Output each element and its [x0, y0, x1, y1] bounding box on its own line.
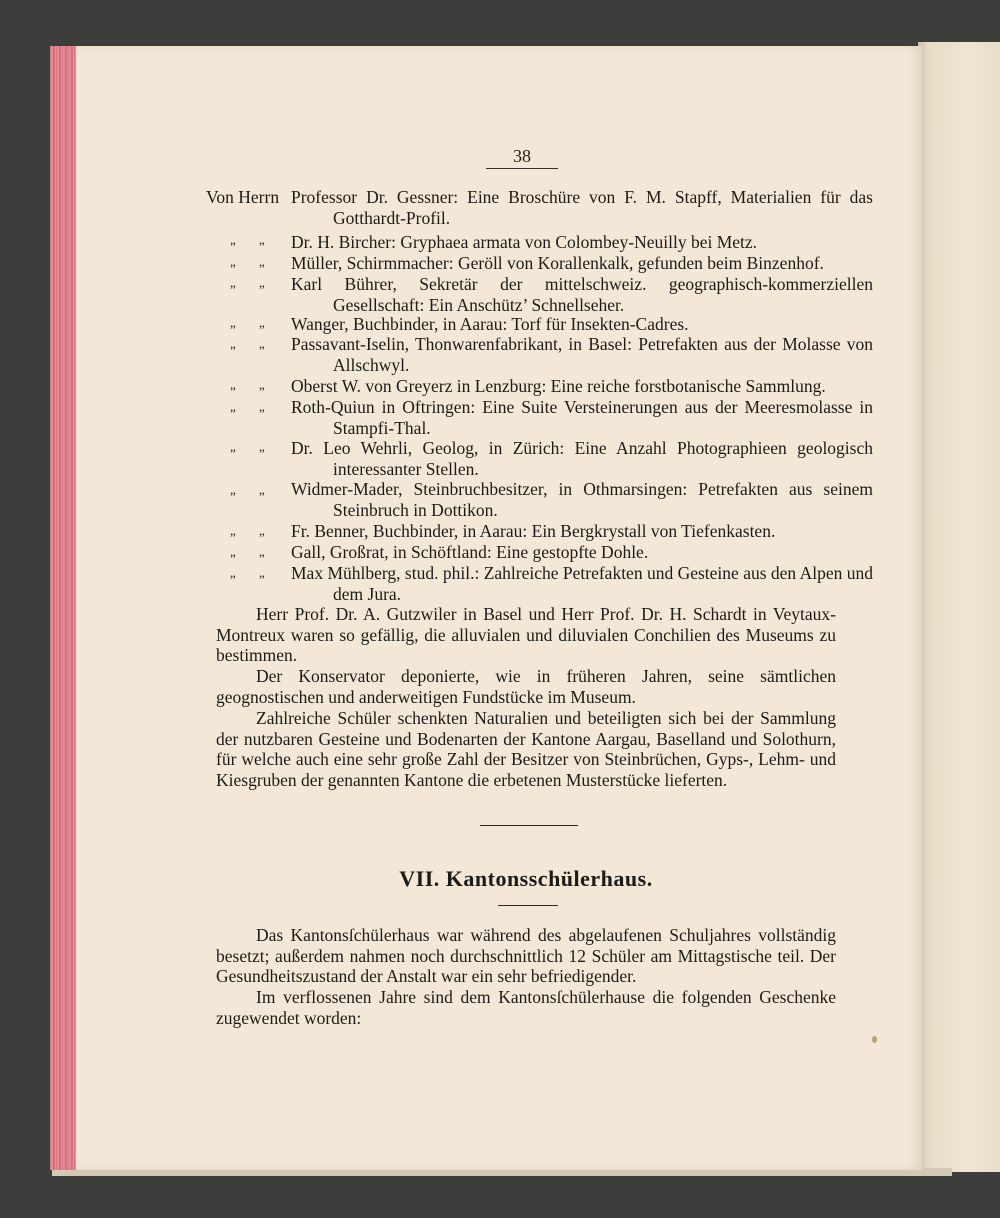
section-heading: VII. Kantonsschülerhaus.	[399, 866, 653, 891]
ditto-mark: ”	[230, 572, 236, 587]
ditto-mark: ”	[259, 282, 265, 297]
heading-underline-rule	[498, 905, 558, 906]
ditto-mark: ”	[230, 322, 236, 337]
donation-entry: Oberst W. von Greyerz in Lenzburg: Eine reiche forstbotanische Sammlung.	[291, 376, 826, 396]
ditto-mark: ”	[259, 572, 265, 587]
donation-entry: Fr. Benner, Buchbinder, in Aarau: Ein Bergkrystall von Tiefenkasten.	[291, 521, 776, 541]
facing-page-edge	[918, 42, 1000, 1172]
ditto-mark: ”	[230, 384, 236, 399]
ditto-mark: ”	[230, 239, 236, 254]
donor-prefix: Von Herrn	[206, 187, 280, 207]
ditto-mark: ”	[230, 551, 236, 566]
ditto-mark: ”	[230, 406, 236, 421]
ditto-mark: ”	[230, 282, 236, 297]
donation-entry: Wanger, Buchbinder, in Aarau: Torf für Insekten-Cadres.	[291, 314, 689, 334]
ditto-mark: ”	[230, 530, 236, 545]
ditto-mark: ”	[259, 551, 265, 566]
donation-entry: Dr. H. Bircher: Gryphaea armata von Colombey-Neuilly bei Metz.	[291, 232, 758, 252]
ditto-mark: ”	[259, 239, 265, 254]
donation-entry: Widmer-Mader, Steinbruchbesitzer, in Othmarsingen: Petrefakten aus seinem Steinbruch in Dottikon.	[291, 479, 873, 520]
body-paragraph: Der Konservator deponierte, wie in früheren Jahren, seine sämtlichen geognostischen und anderweitigen Fundstücke im Museum.	[216, 666, 836, 707]
donation-entry: Karl Bührer, Sekretär der mittelschweiz. geographisch-kommerziellen Gesellschaft: Ein Anschütz’ Schnellseher.	[291, 274, 873, 315]
ditto-mark: ”	[259, 489, 265, 504]
red-page-edge	[50, 46, 76, 1170]
ditto-mark: ”	[230, 343, 236, 358]
ditto-mark: ”	[259, 530, 265, 545]
ditto-mark: ”	[259, 322, 265, 337]
page-number: 38	[486, 146, 558, 169]
donation-entry: Dr. Leo Wehrli, Geolog, in Zürich: Eine Anzahl Photographieen geologisch interessanter Stellen.	[291, 438, 873, 479]
donation-entry: Professor Dr. Gessner: Eine Broschüre von F. M. Stapff, Materialien für das Gotthardt-Profil.	[291, 187, 873, 228]
donation-entry: Müller, Schirmmacher: Geröll von Korallenkalk, gefunden beim Binzenhof.	[291, 253, 824, 273]
section-separator-rule	[480, 825, 578, 826]
ditto-mark: ”	[259, 406, 265, 421]
section-paragraph: Das Kantonsſchülerhaus war während des abgelaufenen Schuljahres vollständig besetzt; außerdem nahmen noch durchschnittlich 12 Schüler am Mittagstische teil. Der Gesundheitszustand der Anstalt war ein sehr befriedigender.	[216, 925, 836, 986]
paper-speck	[872, 1036, 877, 1043]
donation-entry: Roth-Quiun in Oftringen: Eine Suite Versteinerungen aus der Meeresmolasse in Stampfi-Thal.	[291, 397, 873, 438]
ditto-mark: ”	[230, 489, 236, 504]
ditto-mark: ”	[259, 343, 265, 358]
body-paragraph: Zahlreiche Schüler schenkten Naturalien und beteiligten sich bei der Sammlung der nutzbaren Gesteine und Bodenarten der Kantone Aargau, Baselland und Solothurn, für welche auch eine sehr große Zahl der Besitzer von Steinbrüchen, Gyps-, Lehm- und Kiesgruben der genannten Kantone die erbetenen Musterstücke lieferten.	[216, 708, 836, 790]
ditto-mark: ”	[259, 384, 265, 399]
ditto-mark: ”	[230, 261, 236, 276]
ditto-mark: ”	[259, 261, 265, 276]
ditto-mark: ”	[230, 446, 236, 461]
body-paragraph: Herr Prof. Dr. A. Gutzwiler in Basel und Herr Prof. Dr. H. Schardt in Veytaux-Montreux waren so gefällig, die alluvialen und diluvialen Conchilien des Museums zu bestimmen.	[216, 604, 836, 665]
ditto-mark: ”	[259, 446, 265, 461]
donation-entry: Max Mühlberg, stud. phil.: Zahlreiche Petrefakten und Gesteine aus den Alpen und dem Jura.	[291, 563, 873, 604]
section-paragraph: Im verflossenen Jahre sind dem Kantonsſchülerhause die folgenden Geschenke zugewendet worden:	[216, 987, 836, 1028]
donation-entry: Gall, Großrat, in Schöftland: Eine gestopfte Dohle.	[291, 542, 649, 562]
donation-entry: Passavant-Iselin, Thonwarenfabrikant, in Basel: Petrefakten aus der Molasse von Allschwyl.	[291, 334, 873, 375]
